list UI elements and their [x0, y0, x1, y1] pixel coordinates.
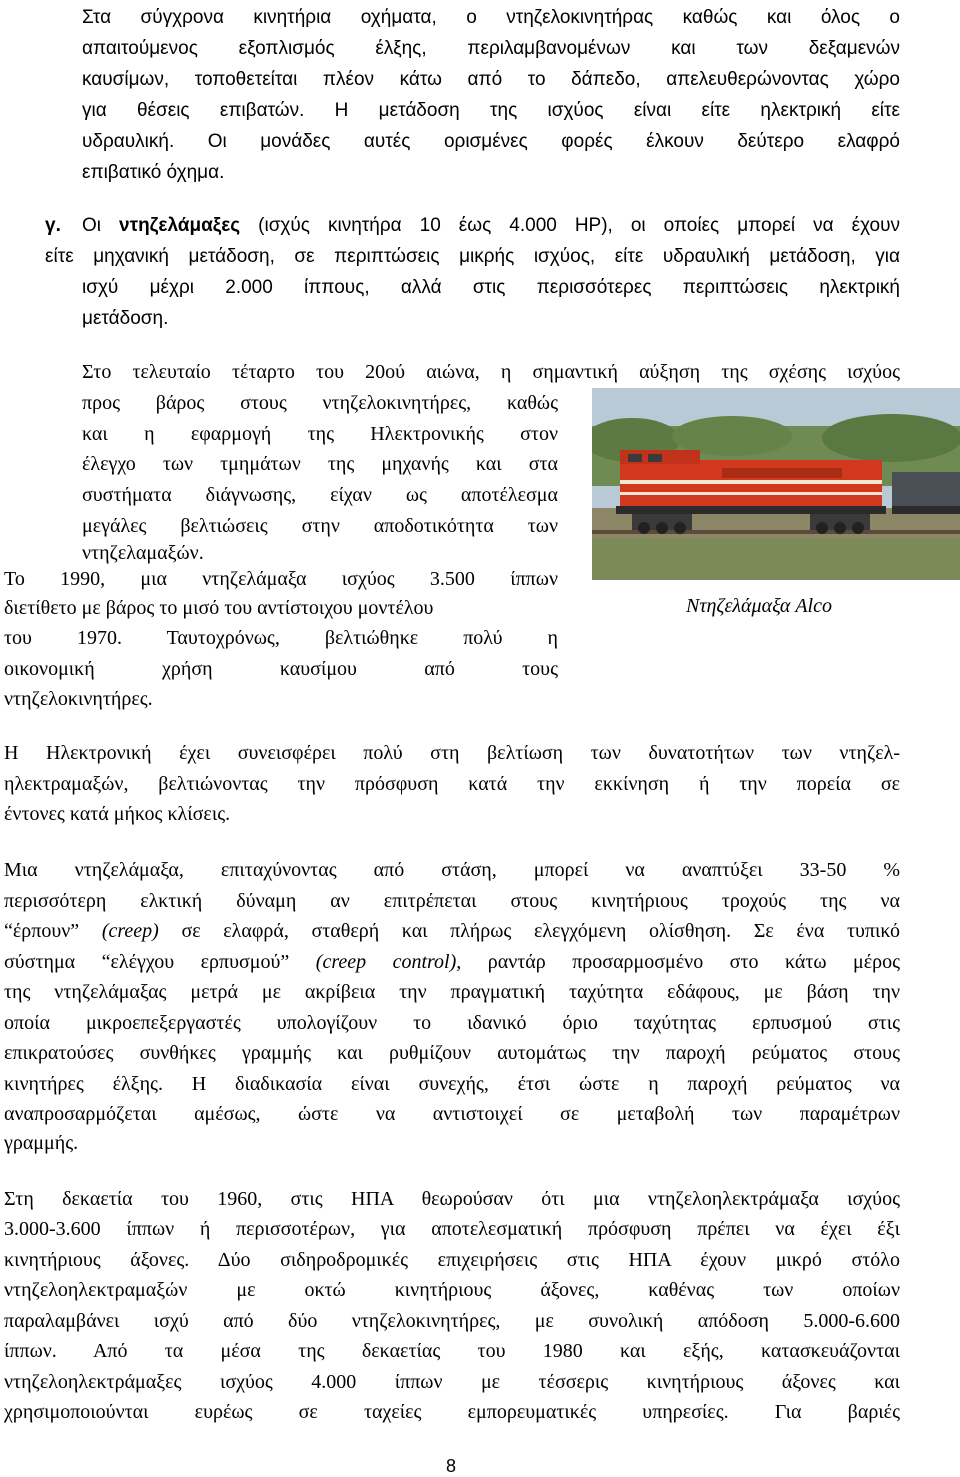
- paragraph-5-line: αναπροσαρμόζεται αμέσως, ώστε να αντιστοιχεί σε μεταβολή των παραμέτρων: [4, 1103, 900, 1125]
- cab-window: [628, 454, 642, 462]
- paragraph-5-text: ραντάρ προσαρμοσμένο στο κάτω μέρος: [461, 951, 901, 973]
- term-bold: ντηζελάμαξες: [119, 215, 241, 236]
- paragraph-2-line: ισχύ μέχρι 2.000 ίππους, αλλά στις περισσότερες περιπτώσεις ηλεκτρική: [82, 277, 900, 298]
- paragraph-6-line: παραλαμβάνει ισχύ από δύο ντηζελοκινητήρες, με συνολική απόδοση 5.000-6.600: [4, 1310, 900, 1332]
- paragraph-3-line: ντηζελαμαξών.: [82, 542, 204, 564]
- figure-caption: Ντηζελάμαξα Alco: [686, 595, 832, 617]
- paragraph-3-line: οικονομική χρήση καυσίμου από τους: [4, 658, 558, 680]
- term-italic: (creep): [101, 920, 159, 942]
- paragraph-1-line: επιβατικό όχημα.: [82, 162, 225, 183]
- paragraph-2-line: [82, 212, 900, 240]
- paragraph-5-text: σύστημα “ελέγχου ερπυσμού”: [4, 951, 316, 973]
- paragraph-3-line: Το 1990, μια ντηζελάμαξα ισχύος 3.500 ίππων: [4, 568, 558, 590]
- paragraph-1-line: Στα σύγχρονα κινητήρια οχήματα, ο ντηζελοκινητήρας καθώς και όλος ο: [82, 7, 900, 28]
- paragraph-3-line: έλεγχο των τμημάτων της μηχανής και στα: [82, 453, 558, 475]
- grass: [592, 538, 960, 580]
- wheel: [656, 522, 668, 534]
- paragraph-4-line: έντονες κατά μήκος κλίσεις.: [4, 803, 231, 825]
- paragraph-3-line: Στο τελευταίο τέταρτο του 20ού αιώνα, η σημαντική αύξηση της σχέσης ισχύος: [82, 361, 900, 383]
- paragraph-5-line: της ντηζελάμαξας μετρά με ακρίβεια την πραγματική ταχύτητα εδάφους, με βάση την: [4, 981, 900, 1003]
- paragraph-4-line: ηλεκτραμαξών, βελτιώνοντας την πρόσφυση κατά την εκκίνηση ή την πορεία σε: [4, 773, 900, 795]
- paragraph-5-line: οποία μικροεπεξεργαστές υπολογίζουν το ιδανικό όριο ταχύτητας ερπυσμού στις: [4, 1012, 900, 1034]
- paragraph-1-line: υδραυλική. Οι μονάδες αυτές ορισμένες φορές έλκουν δεύτερο ελαφρό: [82, 131, 900, 152]
- paragraph-5-line: γραμμής.: [4, 1132, 79, 1154]
- paragraph-2-line: μετάδοση.: [82, 308, 169, 329]
- paragraph-5-line: επικρατούσες συνθήκες γραμμής και ρυθμίζουν αυτομάτως την παροχή ρεύματος στους: [4, 1042, 900, 1064]
- paragraph-6-line: ντηζελοηλεκτραμαξών με οκτώ κινητήριους άξονες, καθένας των οποίων: [4, 1279, 900, 1301]
- paragraph-2-text: (ισχύς κινητήρα 10 έως 4.000 HP), οι οποίες μπορεί να έχουν: [240, 215, 901, 236]
- locomotive-photo: [592, 388, 960, 580]
- paragraph-2-text: Οι: [82, 215, 120, 236]
- wheel: [834, 522, 846, 534]
- paragraph-3-line: του 1970. Ταυτοχρόνως, βελτιώθηκε πολύ η: [4, 627, 558, 649]
- paragraph-6-line: 3.000-3.600 ίππων ή περισσοτέρων, για αποτελεσματική πρόσφυση πρέπει να έχει έξι: [4, 1218, 900, 1240]
- paragraph-3-line: ντηζελοκινητήρες.: [4, 688, 153, 710]
- frame: [616, 506, 886, 514]
- paragraph-5-text: σε ελαφρά, σταθερή και πλήρως ελεγχόμενη ολίσθηση. Σε ένα τυπικό: [158, 920, 900, 942]
- paragraph-6-line: ντηζελοηλεκτράμαξες ισχύος 4.000 ίππων με τέσσερις κινητήριους άξονες και: [4, 1371, 900, 1393]
- paragraph-5-line: Μια ντηζελάμαξα, επιταχύνοντας από στάση, μπορεί να αναπτύξει 33-50 %: [4, 859, 900, 881]
- paragraph-6-line: Στη δεκαετία του 1960, στις ΗΠΑ θεωρούσαν ότι μια ντηζελοηλεκτράμαξα ισχύος: [4, 1188, 900, 1210]
- paragraph-6-line: χρησιμοποιούνται ευρέως σε ταχείες εμπορευματικές υπηρεσίες. Για βαριές: [4, 1401, 900, 1423]
- paragraph-6-line: κινητήριους άξονες. Δύο σιδηροδρομικές επιχειρήσεις στις ΗΠΑ έχουν μικρό στόλο: [4, 1249, 900, 1271]
- paragraph-5-line: [4, 948, 900, 976]
- paragraph-5-line: κινητήρες έλξης. Η διαδικασία είναι συνεχής, έτσι ώστε η παροχή ρεύματος να: [4, 1073, 900, 1095]
- paragraph-3-line: προς βάρος στους ντηζελοκινητήρες, καθώς: [82, 392, 558, 414]
- paragraph-1-line: καυσίμων, τοποθετείται πλέον κάτω από το δάπεδο, απελευθερώνοντας χώρο: [82, 69, 900, 90]
- paragraph-2-line: είτε μηχανική μετάδοση, σε περιπτώσεις μικρής ισχύος, είτε υδραυλική μετάδοση, για: [45, 246, 900, 267]
- wagon: [892, 472, 960, 506]
- locomotive-photo-drawing: [592, 388, 960, 580]
- list-marker: γ.: [45, 215, 61, 236]
- wheel: [638, 522, 650, 534]
- paragraph-3-line: μεγάλες βελτιώσεις στην αποδοτικότητα των: [82, 515, 558, 537]
- paragraph-6-line: ίππων. Από τα μέσα της δεκαετίας του 1980 και εξής, κατασκευάζονται: [4, 1340, 900, 1362]
- paragraph-5-line: περισσότερη ελκτική δύναμη αν επιτρέπεται στους κινητήριους τροχούς της να: [4, 890, 900, 912]
- paragraph-5-text: “έρπουν”: [4, 920, 102, 942]
- paragraph-1-line: για θέσεις επιβατών. Η μετάδοση της ισχύος είναι είτε ηλεκτρική είτε: [82, 100, 900, 121]
- wheel: [852, 522, 864, 534]
- cab-window: [648, 454, 662, 462]
- paragraph-3-line: και η εφαρμογή της Ηλεκτρονικής στον: [82, 423, 558, 445]
- paragraph-3-line: διετίθετο με βάρος το μισό του αντίστοιχου μοντέλου: [4, 597, 434, 619]
- page-number: 8: [446, 1456, 457, 1476]
- paragraph-3-line: συστήματα διάγνωσης, είχαν ως αποτέλεσμα: [82, 484, 558, 506]
- paragraph-5-line: [4, 917, 900, 945]
- term-italic: (creep control),: [315, 951, 462, 973]
- wheel: [816, 522, 828, 534]
- wheel: [674, 522, 686, 534]
- locomotive-stripe: [620, 480, 882, 484]
- louvres: [722, 468, 842, 478]
- paragraph-4-line: Η Ηλεκτρονική έχει συνεισφέρει πολύ στη βελτίωση των δυνατοτήτων των ντηζελ-: [4, 742, 900, 764]
- paragraph-1-line: απαιτούμενος εξοπλισμός έλξης, περιλαμβανομένων και των δεξαμενών: [82, 38, 900, 59]
